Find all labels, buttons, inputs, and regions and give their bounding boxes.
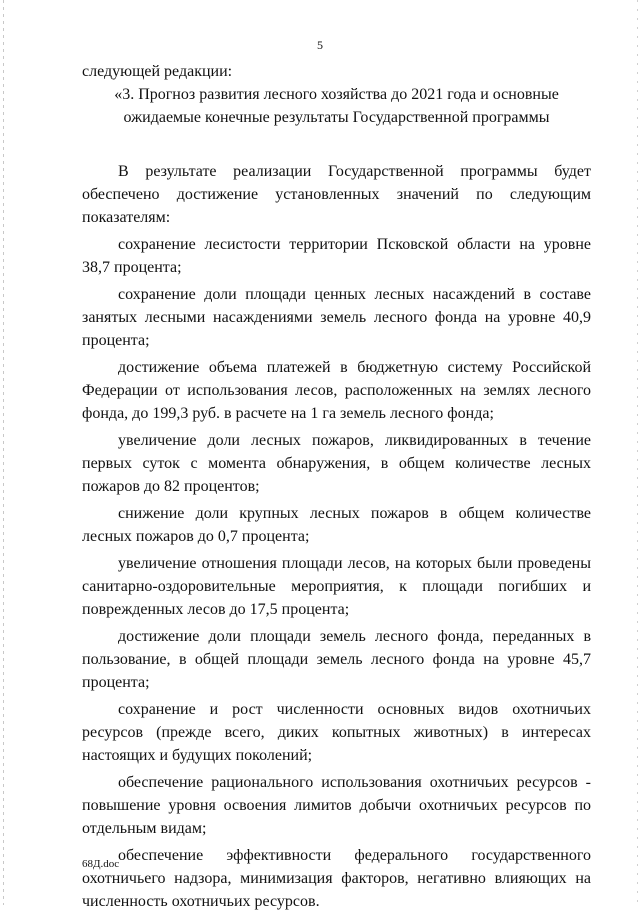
page-number: 5 — [317, 38, 323, 52]
indicator-item: увеличение доли лесных пожаров, ликвидированных в течение первых суток с момента обнаружения, в общем количестве лесных пожаров до 82 процентов; — [82, 432, 591, 495]
lead-line: следующей редакции: — [82, 63, 233, 80]
section-heading: «3. Прогноз развития лесного хозяйства до 2021 года и основные ожидаемые конечные результаты Государственной программы — [114, 86, 559, 126]
intro-paragraph: В результате реализации Государственной программы будет обеспечено достижение установленных значений по следующим показателям: — [82, 163, 591, 226]
indicator-item: достижение доли площади земель лесного фонда, переданных в пользование, в общей площади земель лесного фонда на уровне 45,7 процента; — [82, 628, 591, 691]
indicator-item: снижение доли крупных лесных пожаров в общем количестве лесных пожаров до 0,7 процента; — [82, 505, 591, 545]
scan-edge-left — [3, 0, 4, 905]
scan-edge-right — [637, 0, 638, 905]
indicator-item: сохранение лесистости территории Псковской области на уровне 38,7 процента; — [82, 236, 591, 276]
document-body — [82, 60, 591, 917]
indicator-item: достижение объема платежей в бюджетную систему Российской Федерации от использования лесов, расположенных на землях лесного фонда, до 199,3 руб. в расчете на 1 га земель лесного фонда; — [82, 359, 591, 422]
indicator-item: сохранение доли площади ценных лесных насаждений в составе занятых лесными насаждениями земель лесного фонда на уровне 40,9 процента; — [82, 286, 591, 349]
indicator-item: сохранение и рост численности основных видов охотничьих ресурсов (прежде всего, диких копытных животных) в интересах настоящих и будущих поколений; — [82, 701, 591, 764]
indicator-item: обеспечение рационального использования охотничьих ресурсов - повышение уровня освоения лимитов добычи охотничьих ресурсов по отдельным видам; — [82, 774, 591, 837]
indicator-item: обеспечение эффективности федерального государственного охотничьего надзора, минимизация факторов, негативно влияющих на численность охотничьих ресурсов. — [82, 847, 591, 910]
indicator-item: увеличение отношения площади лесов, на которых были проведены санитарно-оздоровительные мероприятия, к площади погибших и поврежденных лесов до 17,5 процента; — [82, 555, 591, 618]
file-name-footer: 68Д.doc — [82, 858, 120, 870]
